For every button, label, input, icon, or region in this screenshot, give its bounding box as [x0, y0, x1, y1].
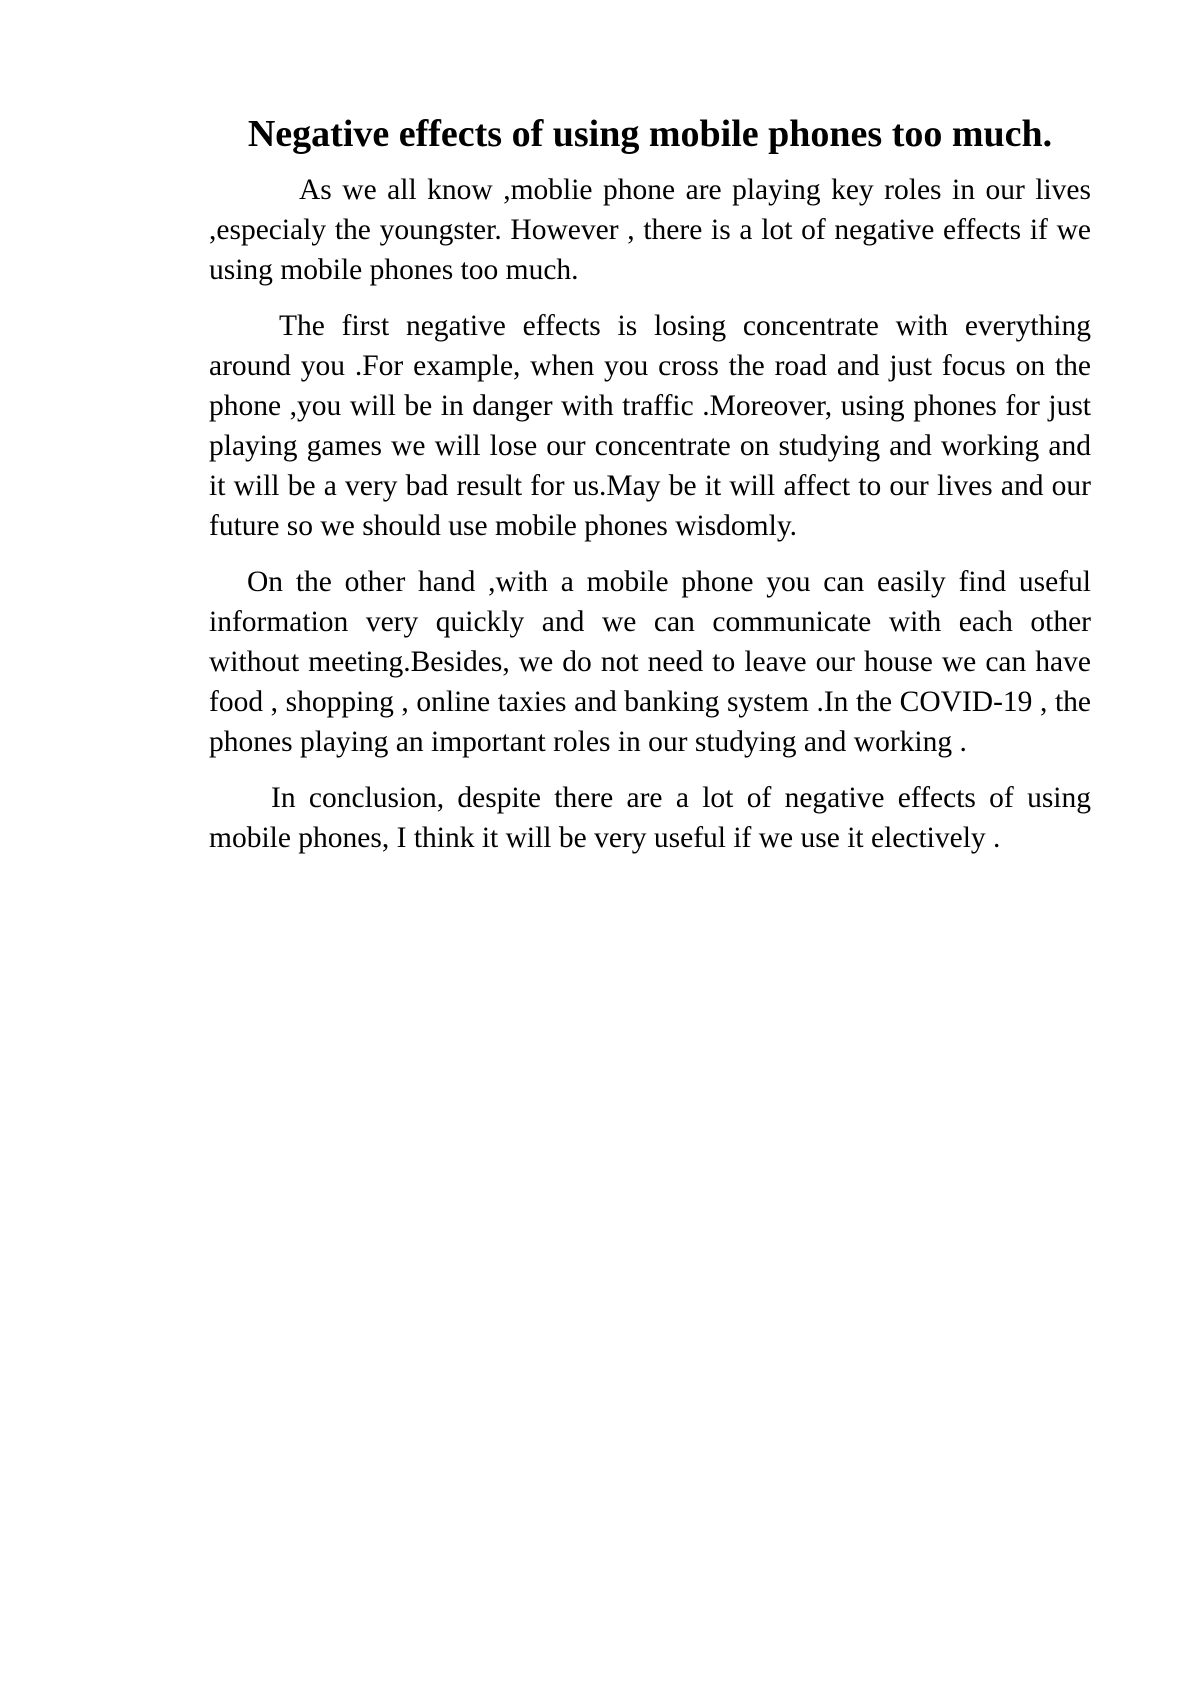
document-body	[209, 112, 1091, 858]
paragraph-conclusion: In conclusion, despite there are a lot of negative effects of using mobile phones, I think it will be very useful if we use it electively .	[209, 782, 1091, 854]
paragraph-introduction: As we all know ,moblie phone are playing key roles in our lives ,especialy the youngster. However , there is a lot of negative effects if we using mobile phones too much.	[209, 174, 1091, 286]
paragraph-positive-effects: On the other hand ,with a mobile phone you can easily find useful information very quickly and we can communicate with each other without meeting.Besides, we do not need to leave our house we can have food , shopping , online taxies and banking system .In the COVID-19 , the phones playing an important roles in our studying and working .	[209, 566, 1091, 758]
paragraph-negative-effects: The first negative effects is losing concentrate with everything around you .For example, when you cross the road and just focus on the phone ,you will be in danger with traffic .Moreover, using phones for just playing games we will lose our concentrate on studying and working and it will be a very bad result for us.May be it will affect to our lives and our future so we should use mobile phones wisdomly.	[209, 310, 1091, 542]
document-title: Negative effects of using mobile phones too much.	[247, 113, 1053, 155]
